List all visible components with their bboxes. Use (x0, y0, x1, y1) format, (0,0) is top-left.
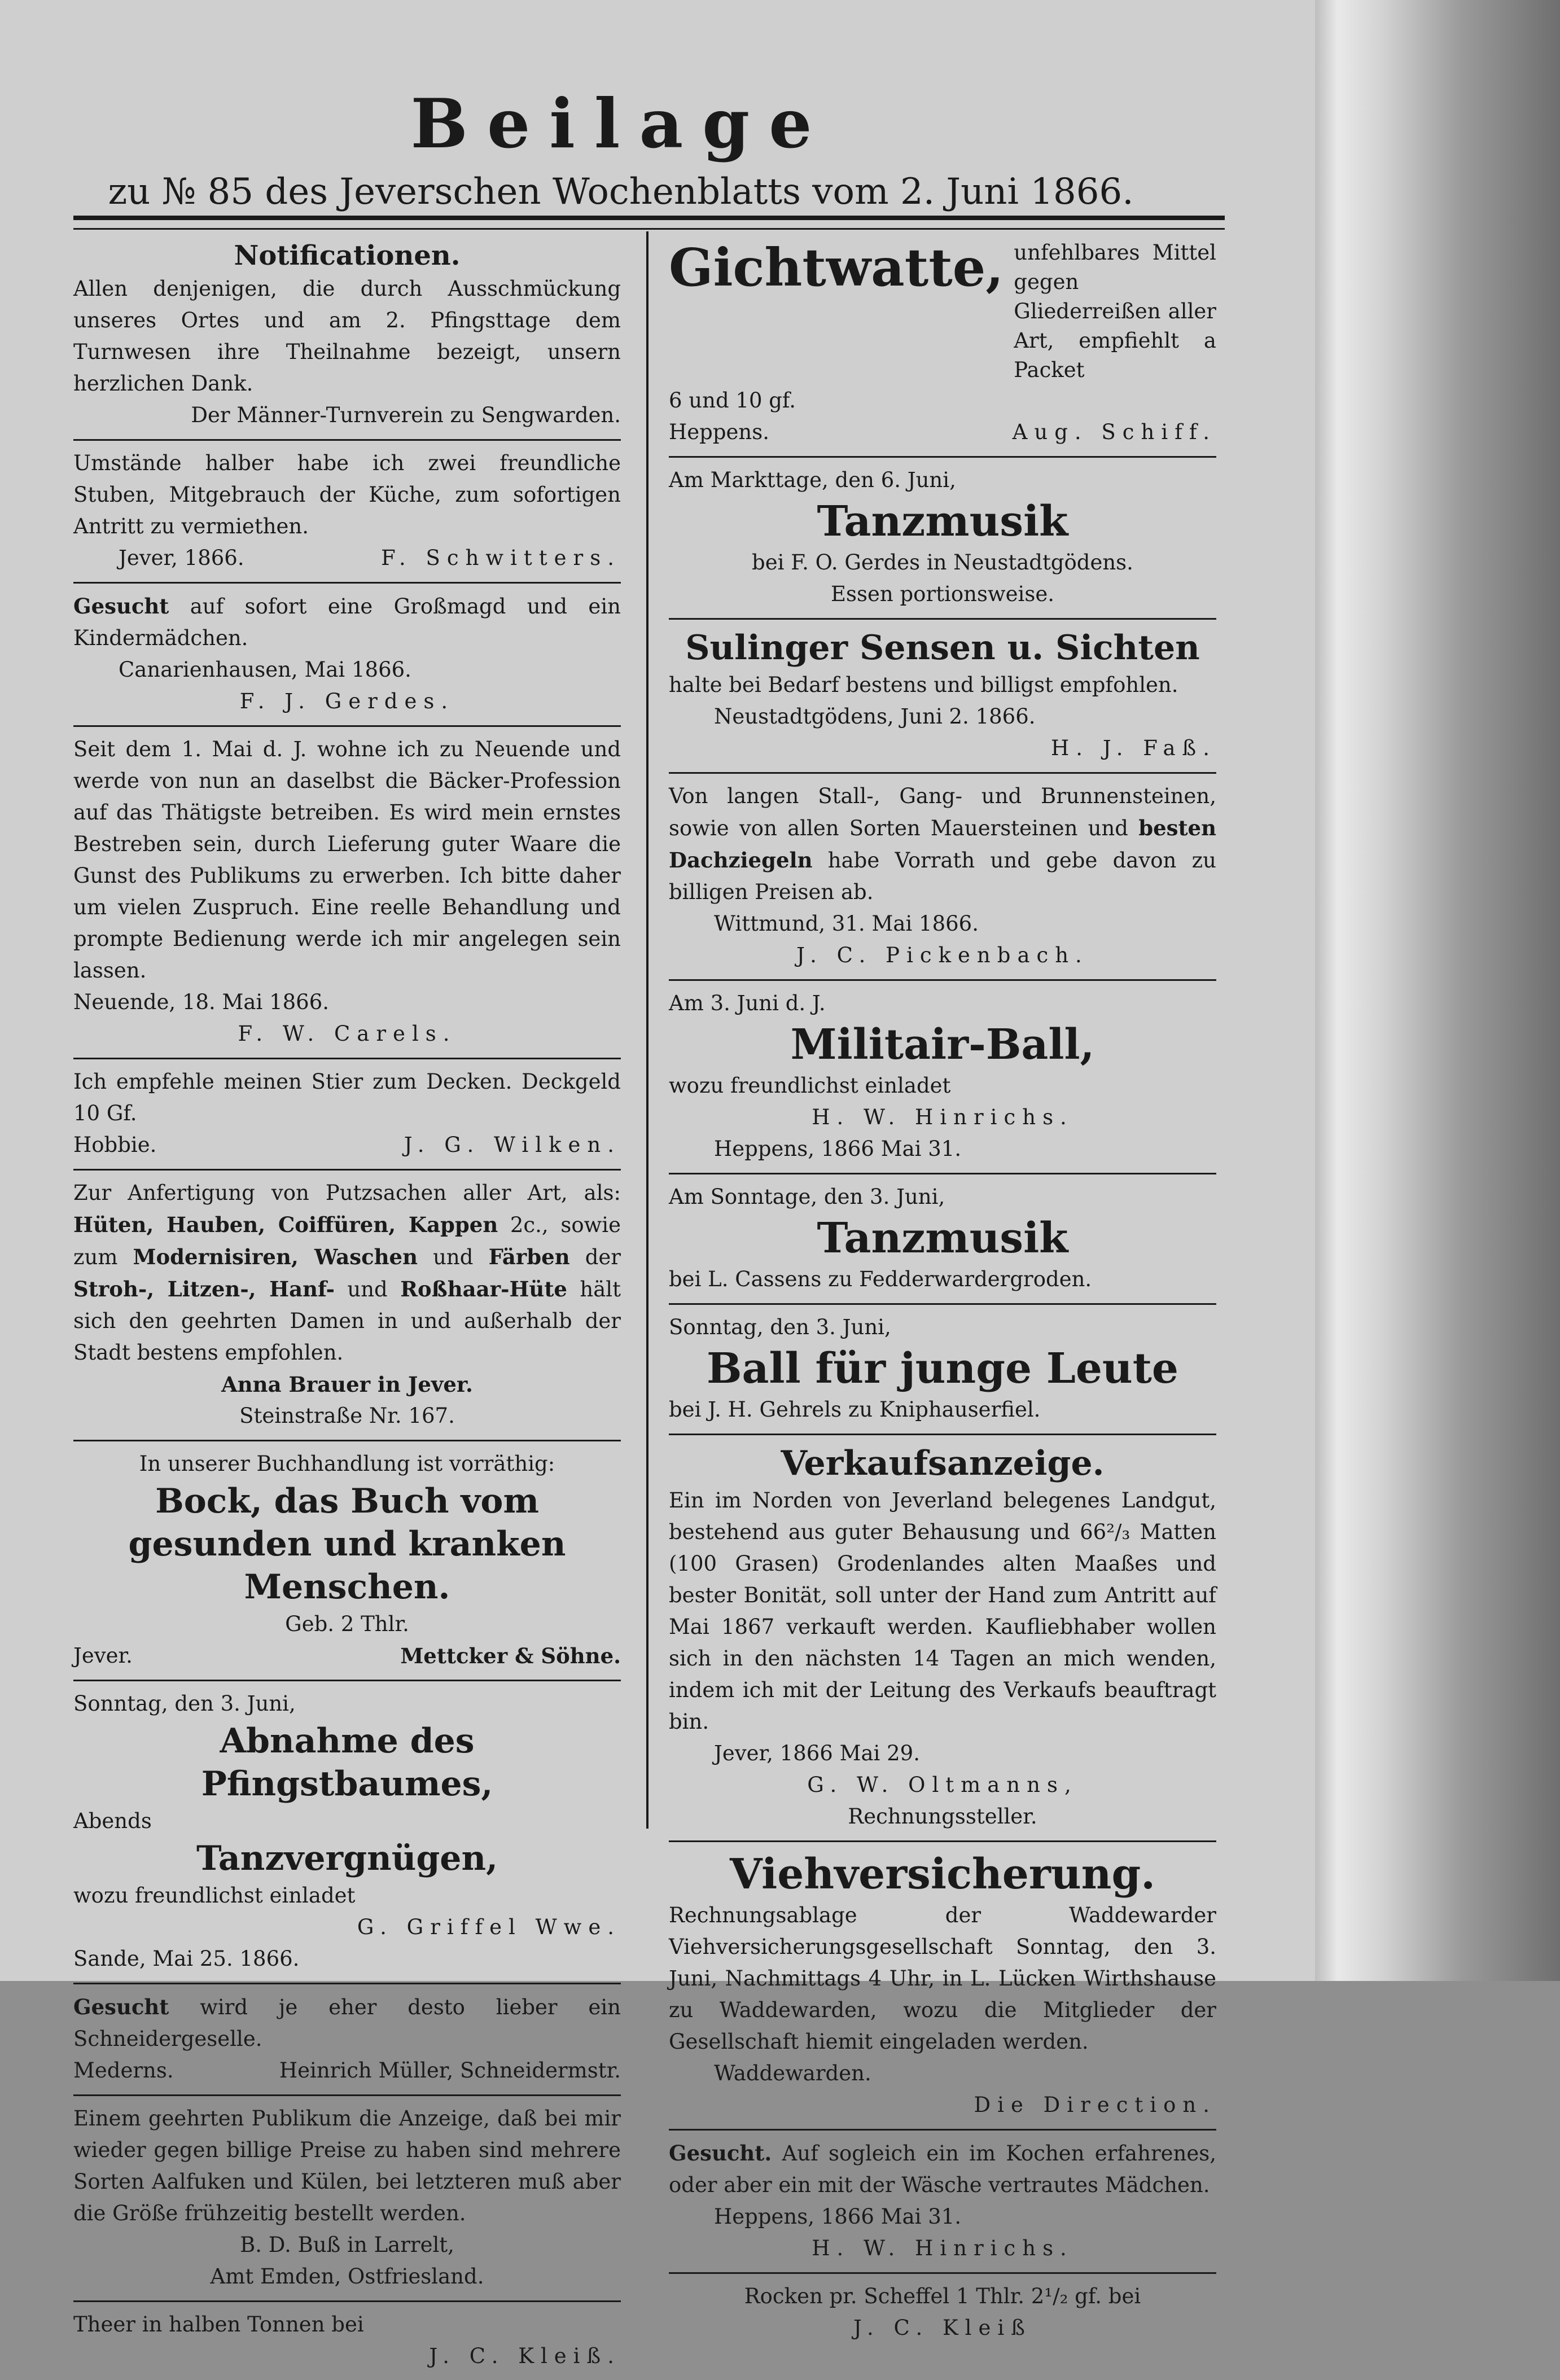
ad-place: Heppens, 1866 Mai 31. (714, 1137, 962, 1161)
ad-bold: Modernisiren, Waschen (133, 1244, 418, 1269)
masthead (0, 85, 1242, 214)
ad-markttag (669, 458, 1216, 620)
ad-text: Ich empfehle meinen Stier zum Decken. Deckgeld 10 Gf. (73, 1070, 621, 1125)
ad-signature: G. Griffel Wwe. (357, 1915, 621, 1939)
ad-kleiss (73, 2302, 621, 2380)
ad-invite: wozu freundlichst einladet (73, 1883, 356, 1908)
ad-heading: Notificationen. (234, 240, 461, 271)
masthead-subtitle: zu № 85 des Jeverschen Wochenblatts vom 2. Juni 1866. (108, 171, 1134, 213)
ad-place: Neustadtgödens, Juni 2. 1866. (714, 704, 1036, 729)
ad-signature: H. W. Hinrichs. (812, 2236, 1073, 2260)
ad-bold: besten Dachziegeln (669, 816, 1216, 873)
ad-text-rest: auf sofort eine Großmagd und ein Kindermädchen. (73, 594, 621, 650)
ad-signature: H. W. Hinrichs. (812, 1105, 1073, 1129)
ad-text-rest: Auf sogleich ein im Kochen erfahrenes, oder aber ein mit der Wäsche vertrautes Mädchen. (669, 2141, 1216, 2197)
ad-heading: Abnahme des Pfingstbaumes, (201, 1721, 493, 1804)
ad-pickenbach (669, 774, 1216, 981)
ad-signature: F. J. Gerdes. (239, 689, 455, 713)
ad-schiff (669, 231, 1216, 458)
ad-date: Am Sonntage, den 3. Juni, (669, 1185, 945, 1209)
ad-militair-ball (669, 981, 1216, 1174)
ad-signature: Der Männer-Turnverein zu Sengwarden. (191, 403, 621, 427)
ad-lead: Gesucht. (669, 2141, 772, 2166)
ad-footer (73, 1129, 621, 1161)
ad-verkaufsanzeige (669, 1435, 1216, 1842)
ad-place: Mederns. (73, 2058, 174, 2083)
ad-brauer (73, 1171, 621, 1441)
ad-mueller (73, 1984, 621, 2096)
ad-signature: Aug. Schiff. (1012, 420, 1216, 444)
ad-place: Waddewarden. (714, 2061, 871, 2085)
ad-place: Wittmund, 31. Mai 1866. (714, 911, 979, 936)
ad-place: Heppens. (669, 420, 770, 444)
ad-invite: wozu freundlichst einladet (669, 1073, 951, 1098)
ad-lead: Gesucht (73, 1995, 169, 2019)
ad-text: Seit dem 1. Mai d. J. wohne ich zu Neuende und werde von nun an daselbst die Bäcker-Profession auf das Thätigste betreiben. Es wird mein ernstes Bestreben sein, durch Lieferung guter Waare die Gunst des Publikums zu erwerben. Ich bitte daher um vielen Zuspruch. Eine reelle Behandlung und prompte Bedienung werde ich mir angelegen sein lassen. (73, 737, 621, 983)
ad-text (73, 1991, 621, 2055)
ad-text: halte bei Bedarf bestens und billigst empfohlen. (669, 673, 1178, 697)
ad-signature: F. W. Carels. (238, 1022, 457, 1046)
ad-text-part: der (569, 1245, 621, 1269)
ad-heading: Tanzmusik (817, 1214, 1068, 1263)
ad-text-part: hält sich den geehrten Damen in und außerhalb der Stadt bestens empfohlen. (73, 1277, 621, 1365)
ad-carels (73, 727, 621, 1059)
ad-place: Heppens, 1866 Mai 31. (714, 2204, 962, 2229)
ad-notificationen (73, 231, 621, 441)
ad-footer (73, 1640, 621, 1672)
ad-signature: F. Schwitters. (381, 546, 621, 570)
ad-footer (73, 2055, 621, 2087)
ad-heading: Sulinger Sensen u. Sichten (685, 628, 1200, 668)
ad-gehrels (669, 1305, 1216, 1435)
masthead-rule (73, 216, 1225, 230)
column-divider (646, 231, 648, 1829)
ad-viehversicherung (669, 1842, 1216, 2131)
ad-signature: G. W. Oltmanns, (807, 1773, 1078, 1797)
ad-abends: Abends (73, 1809, 152, 1833)
ad-hinrichs-gesucht (669, 2131, 1216, 2274)
ad-griffel (73, 1681, 621, 1984)
ad-wilken (73, 1059, 621, 1171)
ad-text-part: 2c., sowie zum (73, 1213, 621, 1269)
ad-price: 6 und 10 gf. (669, 388, 796, 413)
ad-bold: Hüten, Hauben, Coiffüren, Kappen (73, 1212, 498, 1237)
ad-place: Sande, Mai 25. 1866. (73, 1947, 300, 1971)
ad-bock (73, 1441, 621, 1681)
ad-signature: Heinrich Müller, Schneidermstr. (279, 2058, 621, 2083)
ad-place: Canarienhausen, Mai 1866. (119, 658, 411, 682)
ad-heading: Gichtwatte, (669, 237, 1004, 298)
ad-bold: Stroh-, Litzen-, Hanf- (73, 1277, 335, 1301)
ad-intro: In unserer Buchhandlung ist vorräthig: (139, 1452, 555, 1476)
ad-signature: J. G. Wilken. (404, 1133, 621, 1157)
ad-fass (669, 620, 1216, 774)
left-column (73, 231, 621, 2380)
ad-note: Essen portionsweise. (831, 582, 1054, 606)
ad-address: Steinstraße Nr. 167. (239, 1404, 455, 1428)
ad-line: bei L. Cassens zu Fedderwardergroden. (669, 1267, 1092, 1291)
ad-text: Einem geehrten Publikum die Anzeige, daß bei mir wieder gegen billige Preise zu haben sind mehrere Sorten Aalfuken und Külen, bei letzteren muß aber die Größe frühzeitig bestellt werden. (73, 2106, 621, 2225)
masthead-title: Beilage (410, 84, 831, 164)
ad-text-part: und (334, 1277, 401, 1301)
ad-signature: Mettcker & Söhne. (400, 1643, 621, 1668)
ad-cassens (669, 1174, 1216, 1305)
ad-lead: Gesucht (73, 594, 169, 619)
ad-gerdes (73, 584, 621, 727)
ad-kleiss-rocken (669, 2274, 1216, 2352)
ad-heading: Tanzmusik (817, 497, 1068, 546)
ad-heading: Ball für junge Leute (706, 1344, 1178, 1393)
ad-place: Jever, 1866. (119, 546, 244, 570)
ad-text (669, 781, 1216, 908)
ad-schwitters (73, 441, 621, 584)
ad-text-part: habe Vorrath und gebe davon zu billigen Preisen ab. (669, 848, 1216, 904)
ad-gichtwatte (669, 238, 1216, 385)
ad-text: Theer in halben Tonnen bei (73, 2312, 364, 2337)
ad-signature: B. D. Buß in Larrelt, (240, 2233, 454, 2257)
ad-signature: Die Direction. (974, 2093, 1216, 2117)
ad-text: Allen denjenigen, die durch Ausschmückung unseres Ortes und am 2. Pfingsttage dem Turnwesen ihre Theilnahme bezeigt, unsern herzlichen Dank. (73, 277, 621, 396)
ad-date: Sonntag, den 3. Juni, (669, 1315, 891, 1339)
right-column (669, 231, 1216, 2352)
ad-place: Neuende, 18. Mai 1866. (73, 990, 329, 1014)
ad-heading: Bock, das Buch vom gesunden und kranken Menschen. (128, 1482, 566, 1607)
ad-heading: Verkaufsanzeige. (781, 1444, 1105, 1483)
ad-heading: Viehversicherung. (730, 1850, 1155, 1899)
ad-bold: Roßhaar-Hüte (400, 1277, 567, 1301)
ad-signature: J. C. Kleiß (853, 2316, 1032, 2340)
ad-text: unfehlbares Mittel gegen Gliederreißen aller Art, empfiehlt a Packet (1014, 240, 1216, 382)
ad-text-part: Von langen Stall-, Gang- und Brunnensteinen, sowie von allen Sorten Mauersteinen und (669, 784, 1216, 840)
ad-text: Rechnungsablage der Waddewarder Viehversicherungsgesellschaft Sonntag, den 3. Juni, Nachmittags 4 Uhr, in L. Lücken Wirthshause zu Waddewarden, wozu die Mitglieder der Gesellschaft hiemit eingeladen werden. (669, 1903, 1216, 2054)
ad-role: Rechnungssteller. (848, 1804, 1037, 1829)
ad-text-rest: wird je eher desto lieber ein Schneidergeselle. (73, 1995, 621, 2051)
ad-text: Umstände halber habe ich zwei freundliche Stuben, Mitgebrauch der Küche, zum sofortigen Antritt zu vermiethen. (73, 451, 621, 538)
ad-date: Am Markttage, den 6. Juni, (669, 468, 956, 492)
ad-buss (73, 2096, 621, 2302)
ad-signature: Anna Brauer in Jever. (221, 1372, 473, 1397)
ad-place: Hobbie. (73, 1133, 157, 1157)
ad-text (73, 590, 621, 654)
ad-text (73, 1177, 621, 1369)
ad-signature: H. J. Faß. (1051, 736, 1216, 760)
ad-footer (669, 417, 1216, 448)
ad-heading-2: Tanzvergnügen, (196, 1839, 498, 1878)
ad-date: Sonntag, den 3. Juni, (73, 1691, 296, 1716)
ad-price: Geb. 2 Thlr. (285, 1612, 409, 1636)
ad-date: Am 3. Juni d. J. (669, 991, 826, 1015)
ad-intro: Zur Anfertigung von Putzsachen aller Art, als: (73, 1181, 621, 1205)
ad-text: Ein im Norden von Jeverland belegenes Landgut, bestehend aus guter Behausung und 66²/₃ Matten (100 Grasen) Grodenlandes alten Maaßes und bester Bonität, soll unter der Hand zum Antritt auf Mai 1867 verkauft werden. Kaufliebhaber wollen sich in den nächsten 14 Tagen an mich wenden, indem ich mit der Leitung des Verkaufs beauftragt bin. (669, 1488, 1216, 1734)
ad-footer (73, 542, 621, 574)
ad-bold: Färben (488, 1244, 570, 1269)
ad-signature: J. C. Kleiß. (429, 2344, 621, 2368)
ad-line: bei F. O. Gerdes in Neustadtgödens. (752, 550, 1133, 575)
ad-text-part: und (417, 1245, 489, 1269)
ad-heading: Militair-Ball, (790, 1020, 1095, 1069)
book-page-edge (1315, 0, 1560, 1981)
ad-place: Jever, 1866 Mai 29. (714, 1741, 920, 1765)
ad-address: Amt Emden, Ostfriesland. (210, 2264, 484, 2289)
ad-text: Rocken pr. Scheffel 1 Thlr. 2¹/₂ gf. bei (744, 2284, 1141, 2308)
ad-text (669, 2137, 1216, 2201)
ad-signature: J. C. Pickenbach. (796, 943, 1089, 967)
ad-place: Jever. (73, 1643, 133, 1668)
ad-line: bei J. H. Gehrels zu Kniphauserfiel. (669, 1397, 1041, 1422)
